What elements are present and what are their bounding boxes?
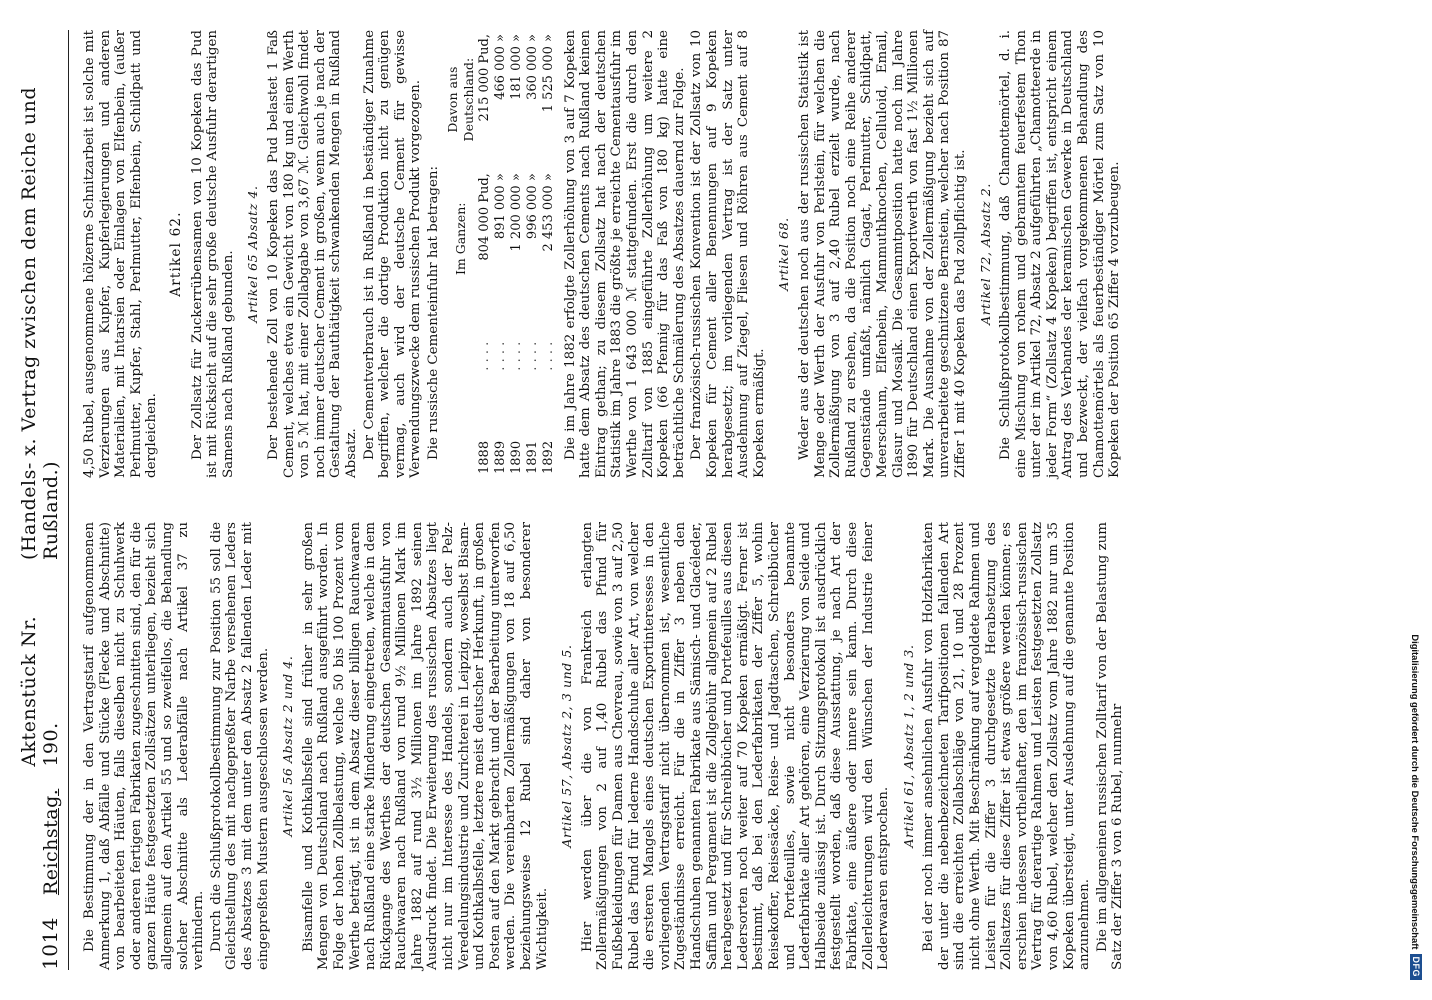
page-header — [18, 30, 62, 970]
paragraph: Bisamfelle und Kothkalbsfelle sind früher in sehr großen Mengen von Deutschland nach Rußland ausgeführt worden. In Folge der hohen Zollbelastung, welche 50 bis 100 Prozent vom Werthe beträgt, ist in dem Absatz dieser billigen Rauchwaaren nach Rußland eine starke Minderung eingetreten, welche in dem Rückgange des Werthes der deutschen Gesammtausfuhr von Rauchwaaren nach Rußland von rund 9½ Millionen Mark im Jahre 1882 auf rund 3½ Millionen im Jahre 1892 seinen Ausdruck findet. Die Erweiterung des russischen Absatzes liegt nicht nur im Interesse des Handels, sondern auch der Pelz-Veredelungsindustrie und Zurichterei in Leipzig, woselbst Bisam- und Kothkalbsfelle, letztere meist deutscher Herkunft, in großen Posten auf den Markt gebracht und der Bearbeitung unterworfen werden. Die vereinbarten Zollermäßigungen von 18 auf 6,50 beziehungsweise 12 Rubel sind daher von besonderer Wichtigkeit. — [300, 522, 550, 970]
section-heading: Artikel 62. — [167, 211, 184, 297]
leader-dots: . . . . — [476, 341, 492, 371]
running-title: Reichstag. — [40, 788, 62, 896]
total-cell: 2 453 000 » — [540, 173, 556, 252]
table-row — [541, 30, 557, 478]
section-heading: Artikel 68. — [776, 217, 792, 291]
paragraph: Die im allgemeinen russischen Zolltarif von der Belastung zum Satz der Ziffer 3 von 6 Rubel, nunmehr — [1094, 522, 1126, 970]
section-heading: Artikel 65 Absatz 4. — [245, 185, 261, 323]
total-cell: 804 000 Pud, — [476, 173, 492, 261]
table-header-total: Im Ganzen: — [453, 202, 469, 276]
cement-import-table — [445, 30, 556, 478]
leader-dots: . . . . — [508, 341, 524, 371]
left-column — [82, 522, 1128, 970]
section-heading: Artikel 57, Absatz 2, 3 und 5. — [559, 644, 575, 848]
table-header-row — [445, 30, 476, 478]
paragraph: Der Cementverbrauch ist in Rußland in beständiger Zunahme begriffen, welcher die dortige Produktion nicht zu genügen vermag, auch wird der deutsche Cement für gewisse Verwendungszwecke dem russischen Produkt vorgezogen. — [361, 30, 424, 478]
paragraph: Die Schlußprotokollbestimmung, daß Chamottemörtel, d. i. eine Mischung von rohem und gebranntem feuerfestem Thon unter der im Artikel 72, Absatz 2 aufgeführten „Chamotteerde in jeder Form“ (Zollsatz 4 Kopeken) begriffen ist, entspricht einem Antrag des Verbandes der keramischen Gewerke in Deutschland und bezweckt, der vielfach vorgekommenen Behandlung des Chamottemörtels als feuerbeständiger Mörtel zum Satz von 10 Kopeken der Position 65 Ziffer 4 vorzubeugen. — [998, 30, 1123, 478]
document-label: Aktenstück Nr. 190. — [18, 615, 62, 767]
table-row — [525, 30, 541, 478]
paragraph: Weder aus der deutschen noch aus der russischen Statistik ist Menge oder Werth der Ausfuhr von Perlstein, für welchen die Zollermäßigung von 3 auf 2,40 Rubel erzielt wurde, nach Rußland zu ersehen, da die Position noch eine Reihe anderer Gegenstände umfaßt, nämlich Gagat, Perlmutter, Schildpatt, Meerschaum, Elfenbein, Mammuthknochen, Celluloid, Email, Glasur und Mosaik. Die Gesammtposition hatte noch im Jahre 1890 für Deutschland einen Exportwerth von fast 1½ Millionen Mark. Die Ausnahme von der Zollermäßigung bezieht sich auf unverarbeitete geschnitzene Bernstein, welcher nach Position 87 Ziffer 1 mit 40 Kopeken das Pud zollpflichtig ist. — [796, 30, 968, 478]
table-header-germany: Davon aus Deutschland: — [445, 57, 477, 142]
paragraph: Die im Jahre 1882 erfolgte Zollerhöhung von 3 auf 7 Kopeken hatte dem Absatz des deutschen Cements nach Rußland keinen Eintrag gethan; zu diesem Zollsatz hat nach der deutschen Statistik im Jahre 1883 die größte je erreichte Cementausfuhr im Werthe von 1 643 000 ℳ stattgefunden. Erst die durch den Zolltarif von 1885 eingeführte Zollerhöhung um weitere 2 Kopeken (66 Pfennig für das Faß von 180 kg) hatte eine beträchtliche Schmälerung des Absatzes dauernd zur Folge. — [562, 30, 687, 478]
leader-dots: . . . . — [492, 341, 508, 371]
paragraph: 4,50 Rubel, ausgenommene hölzerne Schnitzarbeit ist solche mit Verzierungen aus Kupfer, Kupferlegierungen und anderen Materialien, mit Intarsien oder Einlagen von Elfenbein, (außer Perlmutter, Kupfer, Stahl, Perlmutter, Elfenbein, Schildpatt und dergleichen. — [82, 30, 160, 478]
germany-cell: 1 525 000 » — [540, 34, 556, 113]
paragraph: Durch die Schlußprotokollbestimmung zur Position 55 soll die Gleichstellung des mit nachgepreßter Narbe versehenen Leders des Absatzes 3 mit dem unter den Absatz 2 fallenden Leder mit eingepreßten Mustern ausgeschlossen werden. — [208, 522, 271, 970]
total-cell: 996 000 » — [524, 173, 540, 240]
paragraph: Hier werden über die von Frankreich erlangten Zollermäßigungen von 2 auf 1,40 Rubel das Pfund für Fußbekleidungen für Damen aus Chevreau, sowie von 3 auf 2,50 Rubel das Pfund für lederne Handschuhe aller Art, von welcher die ersteren Mangels eines deutschen Exportinteresses in den vorliegenden Vertragstarif nicht übernommen ist, wesentliche Zugeständnisse erreicht. Für die in Ziffer 3 neben den Handschuhen genannten Fabrikate aus Sämisch- und Glacéleder, Saffian und Pergament ist die Zollgebühr allgemein auf 2 Rubel herabgesetzt und für Schreibbücher und Portefeuilles aus diesen Ledersorten noch weiter auf 70 Kopeken ermäßigt. Ferner ist bestimmt, daß bei den Lederfabrikaten der Ziffer 5, wohin Reisekoffer, Reisesäcke, Reise- und Jagdtaschen, Schreibbücher und Portefeuilles, sowie nicht besonders benannte Lederfabrikate aller Art gehören, eine Verzierung von Seide und Halbseide zulässig ist. Durch Sitzungsprotokoll ist ausdrücklich festgestellt worden, daß diese Ausstattung, je nach Art der Fabrikate, eine äußere oder innere sein kann. Durch diese Zollerleichterungen wird den Wünschen der Industrie feiner Lederwaaren entsprochen. — [579, 522, 892, 970]
germany-cell: 181 000 » — [508, 34, 524, 100]
table-header-blank — [445, 404, 476, 478]
germany-cell: 466 000 » — [492, 34, 508, 100]
year-cell: 1891 — [524, 440, 540, 474]
paragraph: Die russische Cementeinfuhr hat betragen: — [425, 165, 441, 460]
year-cell: 1889 — [492, 440, 508, 474]
total-cell: 891 000 » — [492, 173, 508, 240]
section-heading: Artikel 56 Absatz 2 und 4. — [280, 655, 296, 837]
digitization-credit — [1404, 30, 1428, 980]
credit-line — [1404, 30, 1428, 980]
year-cell: 1888 — [476, 440, 492, 474]
document-subject: (Handels- x. Vertrag zwischen dem Reiche und Rußland.) — [18, 86, 62, 560]
leader-dots: . . . . — [540, 341, 556, 371]
table-row — [493, 30, 509, 478]
credit-text: Digitalisierung gefördert durch die Deutsche Forschungsgemeinschaft — [1410, 634, 1422, 950]
paragraph: Bei der noch immer ansehnlichen Ausfuhr von Holzfabrikaten der unter die nebenbezeichneten Tarifpositionen fallenden Art sind die erreichten Zollabschläge von 21, 10 und 28 Prozent nicht ohne Werth. Mit Beschränkung auf vergoldete Rahmen und Leisten für die Ziffer 3 durchgesetzte Herabsetzung des Zollsatzes für diese Ziffer ist etwas größere werden können; es erschien indessen vortheilhafter, den im französisch-russischen Vertrag für derartige Rahmen und Leisten festgesetzten Zollsatz von 4,60 Rubel, welcher den Zollsatz vom Jahre 1882 nur um 35 Kopeken übersteigt, unter Ausdehnung auf die genannte Position anzunehmen. — [921, 522, 1093, 970]
section-heading: Artikel 61, Absatz 1, 2 und 3. — [900, 644, 916, 848]
right-column — [82, 30, 1125, 478]
section-heading: Artikel 72, Absatz 2. — [977, 183, 993, 325]
year-cell: 1892 — [540, 440, 556, 474]
year-cell: 1890 — [508, 440, 524, 474]
table-row — [509, 30, 525, 478]
dfg-logo: DFG — [1410, 954, 1422, 981]
leader-dots: . . . . — [524, 341, 540, 371]
germany-cell: 215 000 Pud, — [476, 34, 492, 122]
table-row — [477, 30, 493, 478]
paragraph: Der bestehende Zoll von 10 Kopeken das Pud belastet 1 Faß Cement, welches etwa ein Gewicht von 180 kg und einen Werth von 5 ℳ hat, mit einer Zollabgabe von 3,67 ℳ. Gleichwohl findet noch immer deutscher Cement in großen, wenn auch je nach der Gestaltung der Bauthätigkeit schwankenden Mengen in Rußland Absatz. — [265, 30, 359, 478]
page-number: 1014 — [38, 917, 62, 970]
paragraph: Der französisch-russischen Konvention ist der Zollsatz von 10 Kopeken für Cement aller Benennungen auf 9 Kopeken herabgesetzt; im vorliegenden Vertrag ist der Satz unter Ausdehnung auf Ziegel, Fliesen und Röhren aus Cement auf 8 Kopeken ermäßigt. — [689, 30, 767, 478]
header-rule — [68, 30, 69, 970]
paragraph: Der Zollsatz für Zuckerrübensamen von 10 Kopeken das Pud ist mit Rücksicht auf die sehr große deutsche Ausfuhr derartigen Samens nach Rußland gebunden. — [189, 30, 236, 478]
total-cell: 1 200 000 » — [508, 173, 524, 252]
paragraph: Die Bestimmung der in den Vertragstarif aufgenommenen Anmerkung 1, daß Abfälle und Stücke (Flecke und Abschnitte) von bearbeiteten Häuten, falls dieselben nicht zu Schuhwerk oder anderen fertigen Fabrikaten zugeschnitten sind, den für die ganzen Häute festgesetzten Zollsätzen unterliegen, bezieht sich allgemein auf den Artikel 55 und so zweifellos, die Behandlung solcher Abschnitte als Lederabfälle nach Artikel 37 zu verhindern. — [82, 522, 207, 970]
page-content — [18, 30, 1402, 970]
germany-cell: 360 000 » — [524, 34, 540, 100]
table-header-blank — [445, 308, 476, 404]
